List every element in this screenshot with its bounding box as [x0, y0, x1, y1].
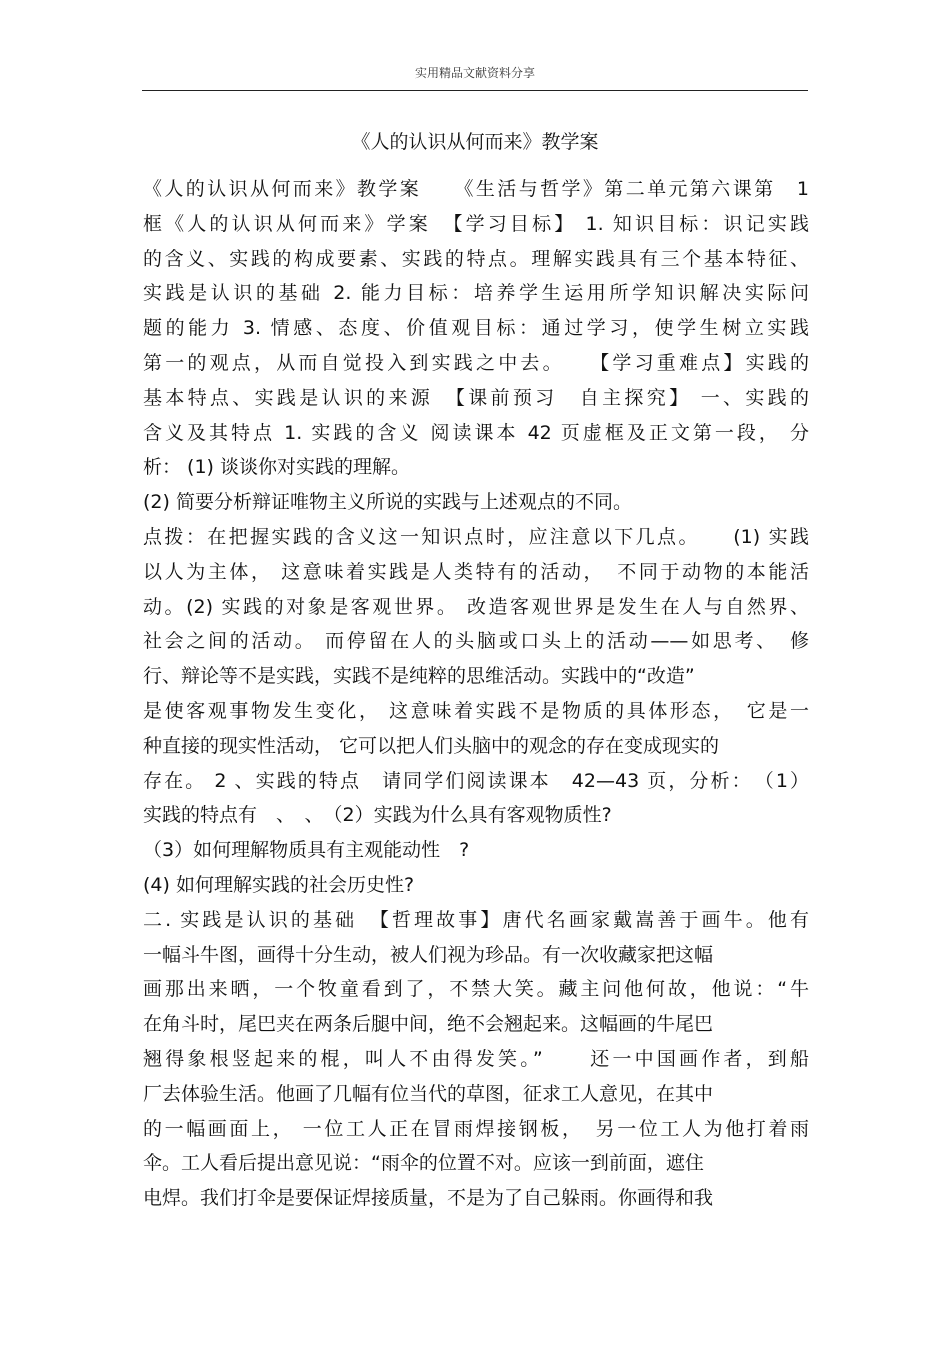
header-text: 实用精品文献资料分享: [414, 66, 535, 80]
text-line: 实践是认识的基础 2. 能力目标：培养学生运用所学知识解决实际问: [143, 282, 809, 305]
text-line: 点拨：在把握实践的含义这一知识点时，应注意以下几点。 (1) 实践: [143, 525, 809, 548]
text-line: 是使客观事物发生变化， 这意味着实践不是物质的具体形态， 它是一: [143, 699, 809, 722]
text-line: 的一幅画面上， 一位工人正在冒雨焊接钢板， 另一位工人为他打着雨: [143, 1117, 809, 1140]
text-line: 第一的观点，从而自觉投入到实践之中去。 【学习重难点】实践的: [143, 351, 809, 374]
document-body: [143, 172, 809, 1216]
text-line: 画那出来晒，一个牧童看到了，不禁大笑。藏主问他何故，他说：“牛: [143, 978, 809, 1001]
text-line: (2) 简要分析辩证唯物主义所说的实践与上述观点的不同。: [143, 491, 632, 514]
text-line: 框《人的认识从何而来》学案 【学习目标】 1. 知识目标：识记实践: [143, 212, 809, 235]
text-line: 种直接的现实性活动， 它可以把人们头脑中的观念的存在变成现实的: [143, 734, 720, 757]
text-line: 动。(2) 实践的对象是客观世界。 改造客观世界是发生在人与自然界、: [143, 595, 809, 618]
text-line: 以人为主体， 这意味着实践是人类特有的活动， 不同于动物的本能活: [143, 560, 809, 583]
text-line: 二. 实践是认识的基础 【哲理故事】唐代名画家戴嵩善于画牛。他有: [143, 908, 809, 931]
text-line: 存在。 2 、实践的特点 请同学们阅读课本 42—43 页，分析： （1）: [143, 769, 809, 792]
text-line: 基本特点、实践是认识的来源 【课前预习 自主探究】 一、实践的: [143, 386, 809, 409]
text-line: （3）如何理解物质具有主观能动性 ?: [143, 839, 470, 862]
text-line: 题的能力 3. 情感、态度、价值观目标：通过学习，使学生树立实践: [143, 317, 809, 340]
text-line: 实践的特点有 、 、 （2）实践为什么具有客观物质性?: [143, 804, 612, 827]
text-line: 《人的认识从何而来》教学案 《生活与哲学》第二单元第六课第 1: [143, 178, 809, 200]
document-title: 《人的认识从何而来》教学案: [351, 131, 599, 153]
text-line: 在角斗时，尾巴夹在两条后腿中间，绝不会翘起来。这幅画的牛尾巴: [143, 1013, 714, 1036]
text-line: 行、辩论等不是实践，实践不是纯粹的思维活动。实践中的“改造”: [143, 665, 695, 688]
text-line: 社会之间的活动。 而停留在人的头脑或口头上的活动——如思考、 修: [143, 630, 809, 653]
text-line: 电焊。我们打伞是要保证焊接质量，不是为了自己躲雨。你画得和我: [143, 1187, 714, 1210]
text-line: 含义及其特点 1. 实践的含义 阅读课本 42 页虚框及正文第一段， 分: [143, 421, 809, 444]
text-line: (4) 如何理解实践的社会历史性?: [143, 873, 415, 896]
text-line: 一幅斗牛图，画得十分生动，被人们视为珍品。有一次收藏家把这幅: [143, 943, 714, 966]
text-line: 伞。工人看后提出意见说：“雨伞的位置不对。应该一到前面，遮住: [143, 1152, 704, 1175]
text-line: 厂去体验生活。他画了几幅有位当代的草图，征求工人意见，在其中: [143, 1082, 714, 1105]
text-line: 的含义、实践的构成要素、实践的特点。理解实践具有三个基本特征、: [143, 247, 809, 270]
text-line: 翘得象根竖起来的棍，叫人不由得发笑。” 还一中国画作者，到船: [143, 1047, 809, 1070]
header-divider: [142, 90, 808, 91]
text-line: 析： (1) 谈谈你对实践的理解。: [143, 456, 410, 479]
